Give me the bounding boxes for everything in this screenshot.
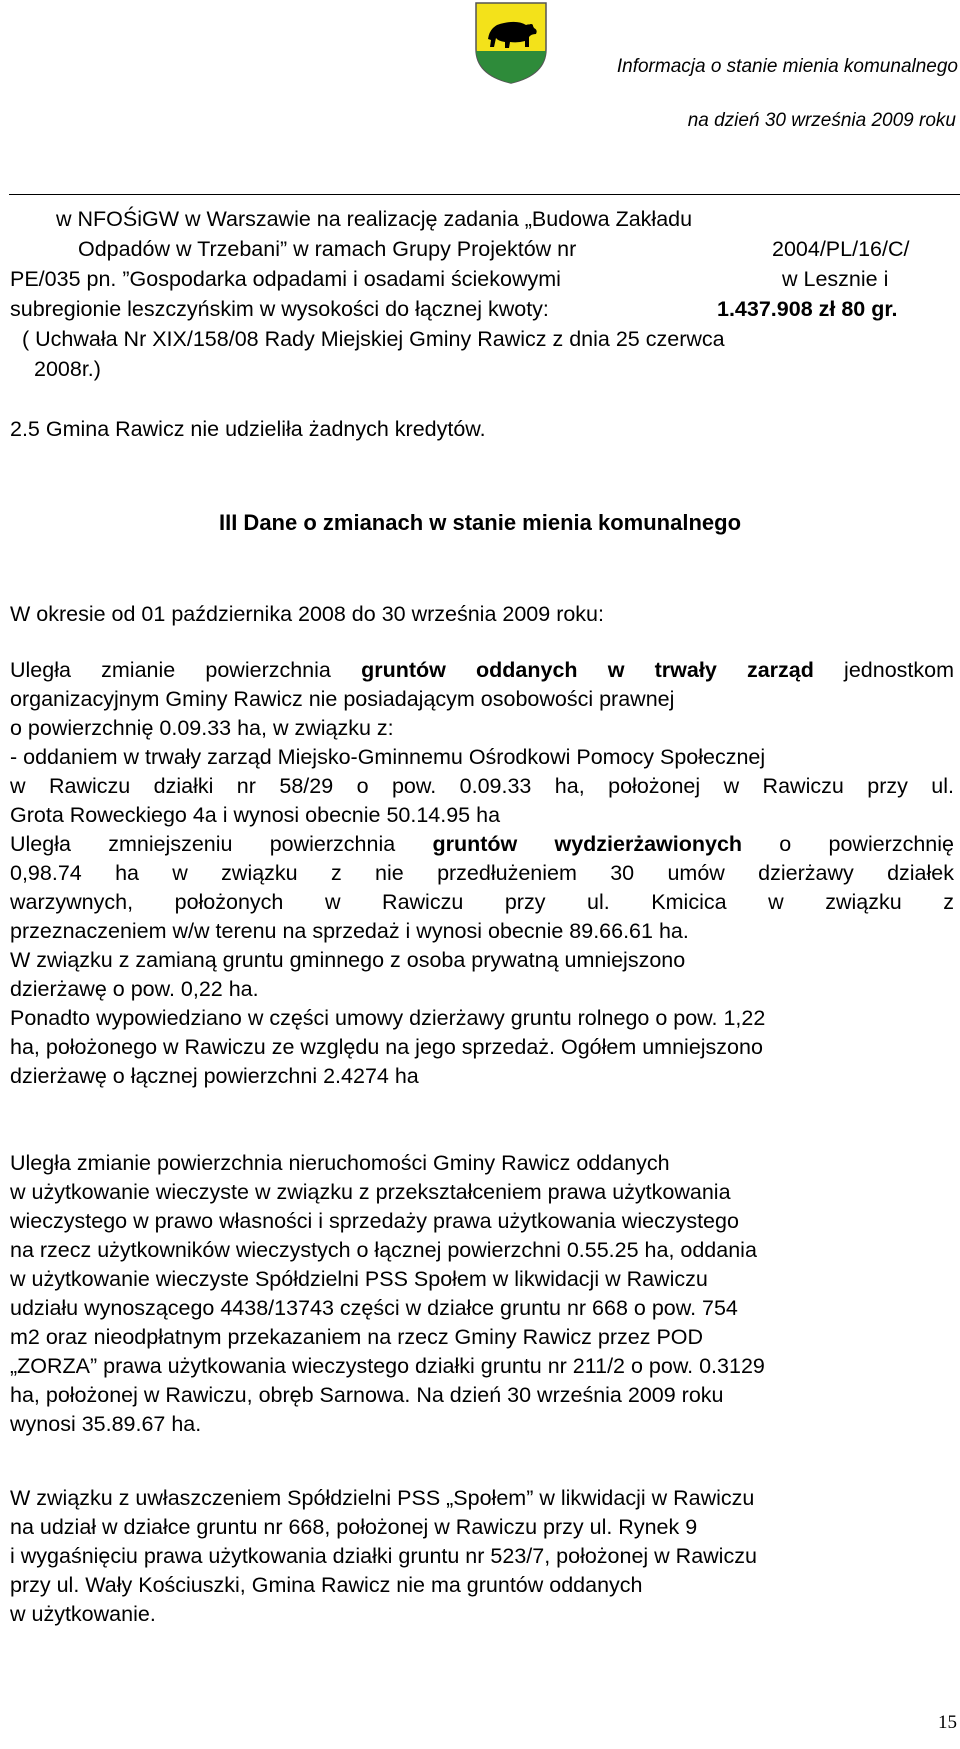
text-line: 2008r.) [34, 357, 101, 381]
text-line: udziału wynoszącego 4438/13743 części w działce gruntu nr 668 o pow. 754 [10, 1296, 738, 1320]
text-line: - oddaniem w trwały zarząd Miejsko-Gminnemu Ośrodkowi Pomocy Społecznej [10, 745, 766, 769]
paragraph-enfranchisement [10, 1484, 954, 1629]
text-line: organizacyjnym Gminy Rawicz nie posiadającym osobowości prawnej [10, 687, 675, 711]
text-line: w Rawiczu działki nr 58/29 o pow. 0.09.33 ha, położonej w Rawiczu przy ul. [10, 774, 954, 798]
text-line: ( Uchwała Nr XIX/158/08 Rady Miejskiej Gminy Rawicz z dnia 25 czerwca [22, 327, 725, 351]
text-line: m2 oraz nieodpłatnym przekazaniem na rzecz Gminy Rawicz przez POD [10, 1325, 704, 1349]
header-title: Informacja o stanie mienia komunalnego [616, 56, 958, 77]
header-divider [9, 194, 960, 195]
amount-text: 1.437.908 zł 80 gr. [717, 297, 898, 321]
text-line: Ponadto wypowiedziano w części umowy dzierżawy gruntu rolnego o pow. 1,22 [10, 1006, 766, 1030]
text-line: Uległa zmianie powierzchnia nieruchomości Gminy Rawicz oddanych [10, 1151, 670, 1175]
text-line: na udział w działce gruntu nr 668, położonej w Rawiczu przy ul. Rynek 9 [10, 1515, 698, 1539]
bold-phrase: gruntów wydzierżawionych [432, 832, 743, 856]
text-line: PE/035 pn. ”Gospodarka odpadami i osadami ściekowymi [10, 267, 561, 291]
text-line: „ZORZA” prawa użytkowania wieczystego działki gruntu nr 211/2 o pow. 0.3129 [10, 1354, 765, 1378]
text-line: przy ul. Wały Kościuszki, Gmina Rawicz nie ma gruntów oddanych [10, 1573, 643, 1597]
text-line: Grota Roweckiego 4a i wynosi obecnie 50.14.95 ha [10, 803, 501, 827]
text-line: i wygaśnięciu prawa użytkowania działki gruntu nr 523/7, położonej w Rawiczu [10, 1544, 757, 1568]
paragraph-management: Uległa zmianie powierzchnia gruntów oddanych w trwały zarząd jednostkom organizacyjnym Gminy Rawicz nie posiadającym osobowości prawnej o powierzchnię 0.09.33 ha, w związku z: - oddaniem w trwały zarząd Miejsko-Gminnemu Ośrodkowi Pomocy Społecznej w Rawiczu działki nr 58/29 o pow. 0.09.33 ha, położonej w Rawiczu przy ul. Grota Roweckiego 4a i wynosi obecnie 50.14.95 ha Uległa zmniejszeniu powierzchnia gruntów wydzierżawionych o powierzchnię 0,98.74 ha w związku z nie przedłużeniem 30 umów dzierżawy działek warzywnych, położonych w Rawiczu przy ul. Kmicica w związku z przeznaczeniem w/w terenu na sprzedaż i wynosi obecnie 89.66.61 ha. W związku z zamianą gruntu gminnego z osoba prywatną umniejszono dzierżawę o pow. 0,22 ha. Ponadto wypowiedziano w części umowy dzierżawy gruntu rolnego o pow. 1,22 ha, położonego w Rawiczu ze względu na jego sprzedaż. Ogółem umniejszono dzierżawę o łącznej powierzchni 2.4274 ha [10, 656, 954, 1091]
header-date: na dzień 30 września 2009 roku [687, 110, 956, 131]
item-2-5: 2.5 Gmina Rawicz nie udzieliła żadnych kredytów. [10, 417, 486, 441]
text-line: dzierżawę o łącznej powierzchni 2.4274 ha [10, 1064, 419, 1088]
text-line: Odpadów w Trzebani” w ramach Grupy Projektów nr [78, 237, 577, 261]
section-heading: III Dane o zmianach w stanie mienia komunalnego [218, 510, 742, 535]
text-line: przeznaczeniem w/w terenu na sprzedaż i wynosi obecnie 89.66.61 ha. [10, 919, 689, 943]
text-line: warzywnych, położonych w Rawiczu przy ul. Kmicica w związku z [10, 890, 954, 914]
text-line: dzierżawę o pow. 0,22 ha. [10, 977, 259, 1001]
text-line: ha, położonej w Rawiczu, obręb Sarnowa. Na dzień 30 września 2009 roku [10, 1383, 724, 1407]
text-line: wieczystego w prawo własności i sprzedaży prawa użytkowania wieczystego [10, 1209, 739, 1233]
page-number: 15 [938, 1712, 957, 1733]
coat-of-arms-bear-icon [474, 1, 548, 85]
text-line: 2004/PL/16/C/ [772, 237, 910, 261]
text-line: 0,98.74 ha w związku z nie przedłużeniem 30 umów dzierżawy działek [10, 861, 954, 885]
text-line: w użytkowanie. [10, 1602, 156, 1626]
period-text: W okresie od 01 października 2008 do 30 września 2009 roku: [10, 602, 604, 626]
text-line: W związku z uwłaszczeniem Spółdzielni PSS „Społem” w likwidacji w Rawiczu [10, 1486, 755, 1510]
text-line: subregionie leszczyńskim w wysokości do łącznej kwoty: [10, 297, 549, 321]
text-line: wynosi 35.89.67 ha. [10, 1412, 202, 1436]
text-line: ha, położonego w Rawiczu ze względu na jego sprzedaż. Ogółem umniejszono [10, 1035, 763, 1059]
page-header [0, 0, 960, 198]
text-line: o powierzchnię 0.09.33 ha, w związku z: [10, 716, 394, 740]
text-line: W związku z zamianą gruntu gminnego z osoba prywatną umniejszono [10, 948, 686, 972]
paragraph-perpetual-usufruct [10, 1149, 954, 1439]
text-line: w Lesznie i [782, 267, 889, 291]
text-line: w użytkowanie wieczyste Spółdzielni PSS Społem w likwidacji w Rawiczu [10, 1267, 708, 1291]
text-line: w NFOŚiGW w Warszawie na realizację zadania „Budowa Zakładu [56, 207, 693, 231]
bold-phrase: gruntów oddanych w trwały zarząd [361, 658, 814, 682]
text-line: na rzecz użytkowników wieczystych o łącznej powierzchni 0.55.25 ha, oddania [10, 1238, 757, 1262]
text-line: w użytkowanie wieczyste w związku z przekształceniem prawa użytkowania [10, 1180, 731, 1204]
